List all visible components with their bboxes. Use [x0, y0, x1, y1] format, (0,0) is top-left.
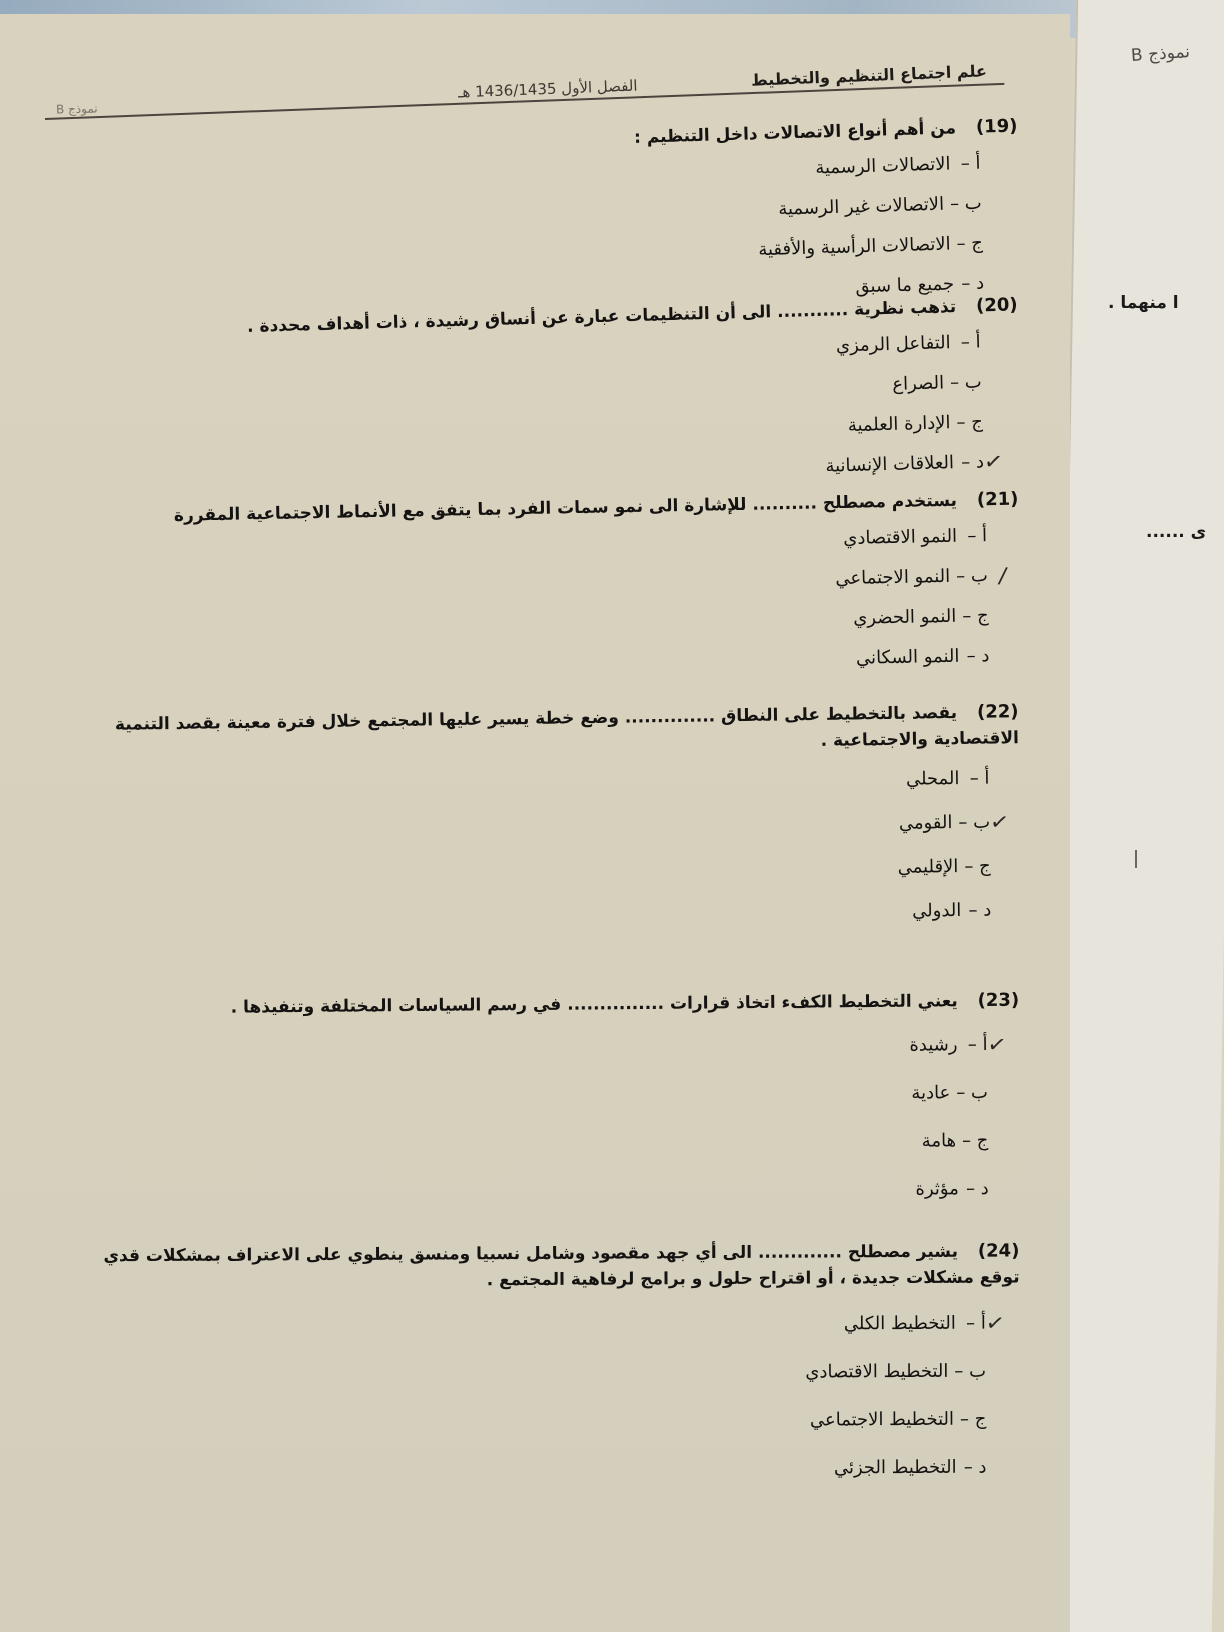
question-text-continued: الاقتصادية والاجتماعية . [820, 728, 1020, 751]
question-text-continued: توقع مشكلات جديدة ، أو اقتراح حلول و برامج لرفاهية المجتمع . [486, 1267, 1020, 1291]
question-number: (21) [976, 488, 1019, 511]
question-23 [39, 988, 1021, 1213]
option-a: أ –المحلي [905, 767, 990, 790]
question-number: (24) [977, 1240, 1020, 1262]
question-text: يشير مصطلح ............. الى أي جهد مقصود وشامل نسبيا ومنسق ينطوي على الاعتراف بمشكلات قدي [103, 1241, 959, 1267]
check-mark-icon: ✓ [981, 448, 1004, 477]
question-number: (20) [975, 294, 1018, 317]
question-prompt [39, 1238, 1019, 1269]
option-d: د –مؤثرة [915, 1178, 989, 1200]
question-21 [38, 487, 1021, 690]
question-number: (23) [977, 989, 1020, 1012]
option-c: ج –الإدارة العلمية [847, 411, 984, 437]
option-b: ب –الاتصالات غير الرسمية [778, 192, 983, 220]
question-number: (22) [976, 701, 1019, 723]
course-title: علم اجتماع التنظيم والتخطيط [750, 61, 988, 90]
question-prompt [39, 988, 1019, 1023]
option-c: ج –التخطيط الاجتماعي [809, 1408, 987, 1431]
question-20 [38, 292, 1023, 503]
option-d: د –العلاقات الإنسانية ✓ [42, 447, 984, 503]
right-model-label: نموذج B [1130, 41, 1191, 67]
option-b: ب –عادية [911, 1082, 989, 1104]
option-c: ج –الاتصالات الرأسية والأفقية [757, 232, 984, 261]
option-a: أ –النمو الاقتصادي [843, 525, 988, 549]
check-mark-icon: ✓ [987, 809, 1011, 837]
right-text-1: ا منهما . [1108, 293, 1179, 313]
option-b: ب –الصراع [892, 371, 983, 395]
option-b: ب –القومي ✓ [40, 808, 990, 851]
option-d: د –الدولي [912, 899, 992, 922]
option-c: ج –الإقليمي [897, 855, 991, 878]
question-text: من أهم أنواع الاتصالات داخل التنظيم : [633, 118, 957, 148]
option-a: أ –التخطيط الكلي ✓ [40, 1309, 986, 1344]
option-b: ب –التخطيط الاقتصادي [805, 1360, 987, 1383]
model-label: نموذج B [55, 101, 98, 117]
check-mark-icon: / [996, 563, 1008, 590]
check-mark-icon: ✓ [983, 1310, 1006, 1338]
question-text: يقصد بالتخطيط على النطاق .............. وضع خطة يسير عليها المجتمع خلال فترة معينة بقصد التنمية [114, 703, 958, 735]
option-a: أ –الاتصالات الرسمية [814, 152, 981, 179]
option-a: أ –رشيدة ✓ [39, 1030, 987, 1068]
question-24 [39, 1238, 1020, 1487]
option-b: ب –النمو الاجتماعي / [40, 561, 988, 609]
question-text: يستخدم مصطلح .......... للإشارة الى نمو سمات الفرد بما يتفق مع الأنماط الاجتماعية المقررة [173, 490, 958, 526]
question-22 [38, 699, 1021, 939]
question-19 [37, 114, 1022, 327]
option-d: د –التخطيط الجزئي [833, 1456, 987, 1479]
check-mark-icon: ✓ [985, 1031, 1008, 1060]
question-text: يعني التخطيط الكفء اتخاذ قرارات ............... في رسم السياسات المختلفة وتنفيذها . [230, 991, 958, 1018]
option-c: ج –هامة [921, 1130, 989, 1152]
option-c: ج –النمو الحضري [853, 605, 989, 629]
option-d: د –النمو السكاني [855, 645, 990, 669]
right-text-2: ى ...... [1146, 522, 1207, 542]
question-number: (19) [975, 115, 1018, 138]
option-a: أ –التفاعل الرمزي [835, 331, 981, 357]
pen-mark [1135, 850, 1137, 868]
option-d: د –جميع ما سبق [855, 272, 985, 298]
question-list [40, 115, 1020, 1616]
question-text: تذهب نظرية ........... الى أن التنظيمات عبارة عن أنساق رشيدة ، ذات أهداف محددة . [246, 297, 957, 337]
semester-label: الفصل الأول 1436/1435 هـ [458, 76, 639, 102]
right-paper-sheet [1048, 0, 1224, 1632]
